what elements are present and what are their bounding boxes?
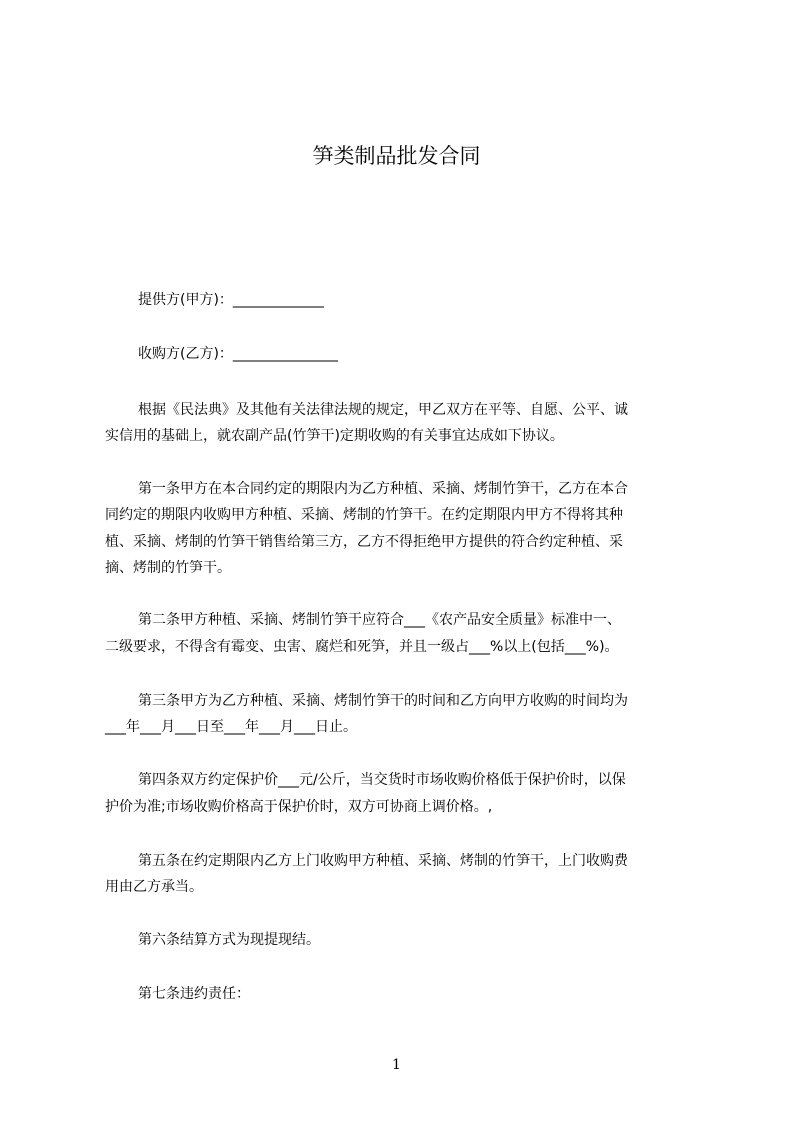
- preamble-line-1: 根据《民法典》及其他有关法律法规的规定，甲乙双方在平等、自愿、公平、诚: [138, 402, 628, 418]
- article-3-line-1: 第三条甲方为乙方种植、采摘、烤制竹笋干的时间和乙方向甲方收购的时间均为: [138, 693, 628, 709]
- preamble-line-2: 实信用的基础上，就农副产品(竹笋干)定期收购的有关事宜达成如下协议。: [105, 428, 564, 444]
- article-2-line-2: 二级要求，不得含有霉变、虫害、腐烂和死笋，并且一级占___%以上(包括___%)。: [105, 639, 619, 655]
- party-b-line: 收购方(乙方)：_______________: [138, 346, 338, 362]
- article-3-line-2: ___年___月___日至___年___月___日止。: [105, 719, 357, 735]
- article-1-line-3: 植、采摘、烤制的竹笋干销售给第三方，乙方不得拒绝甲方提供的符合约定种植、采: [105, 534, 623, 550]
- article-1-line-1: 第一条甲方在本合同约定的期限内为乙方种植、采摘、烤制竹笋干，乙方在本合: [138, 481, 628, 497]
- article-1-line-2: 同约定的期限内收购甲方种植、采摘、烤制的竹笋干。在约定期限内甲方不得将其种: [105, 507, 623, 523]
- article-4-line-1: 第四条双方约定保护价___元/公斤，当交货时市场收购价格低于保护价时，以保: [138, 772, 626, 788]
- article-7-line: 第七条违约责任：: [138, 986, 250, 1002]
- page-number: 1: [392, 1057, 401, 1073]
- article-4-line-2: 护价为准;市场收购价格高于保护价时，双方可协商上调价格。,: [105, 799, 493, 815]
- document-title: 笋类制品批发合同: [312, 144, 481, 168]
- article-1-line-4: 摘、烤制的竹笋干。: [105, 560, 231, 576]
- article-5-line-2: 用由乙方承当。: [105, 879, 203, 895]
- article-5-line-1: 第五条在约定期限内乙方上门收购甲方种植、采摘、烤制的竹笋干，上门收购费: [138, 853, 628, 869]
- party-a-line: 提供方(甲方)：_____________: [138, 292, 324, 308]
- article-2-line-1: 第二条甲方种植、采摘、烤制竹笋干应符合___《农产品安全质量》标准中一、: [138, 612, 621, 628]
- article-6-line: 第六条结算方式为现提现结。: [138, 932, 320, 948]
